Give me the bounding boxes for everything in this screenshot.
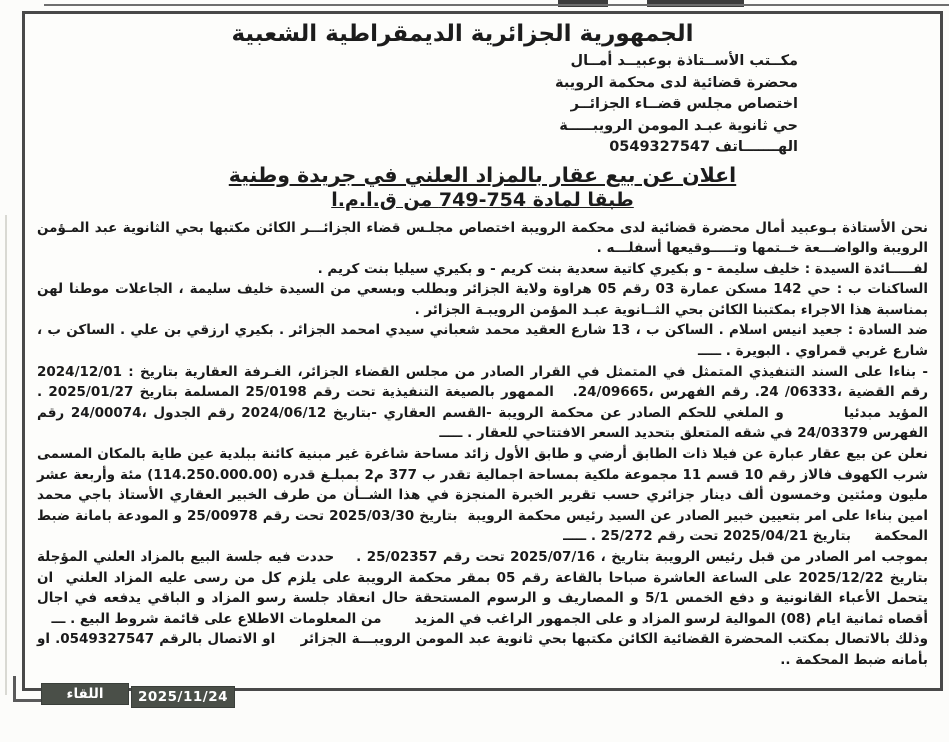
scan-artifact-line-horizontal (13, 699, 43, 702)
paragraph-introduction: نحن الأستاذة بـوعبيد أمال محضرة قضائية لدى محكمة الرويبة اختصاص مجلـس قضاء الجزائـــر الكائن مكتبها بحي الثانوية عبد المـؤمن الرويبة والواضـــعة خــتمها وتـــــوقيعها أسفلـــه . (37, 219, 928, 257)
office-line-phone: الهـــــــاتف 0549327547 (609, 139, 798, 155)
paragraph-auction-session: بموجب امر الصادر من قبل رئيس الرويبة بتاريخ ، 2025/07/16 تحت رقم 25/02357 . حددت فيه جلسة البيع بالمزاد العلني المؤجلة بتاريخ 2025/12/22 على الساعة العاشرة صباحا بالقاعة رقم 05 بمقر محكمة الرويبة على يلزم كل من رسى عليه المزاد العلني ان يتحمل الأعباء القانونية و دفع الخمس 5/1 و المصاريف و الرسوم المستحقة حال انعقاد جلسة رسو المزاد و الباقي يدفعه في اجال أقصاه ثمانية ايام (08) الموالية لرسو المزاد و على الجمهور الراغب في المزيد من المعلومات الاطلاع على قائمة شروط البيع . ـــ (37, 549, 929, 627)
top-rule-line (44, 4, 949, 6)
paragraph-defendants: ضد السادة : جعيد انيس اسلام . الساكن ب ، 13 شارع العقيد محمد شعباني سيدي امحمد الجزائر . بكيري ارزقي بن علي . الساكن ب ، شارع غربي قمراوي . البويرة . ـــــ (37, 322, 928, 360)
publication-date-stamp: 2025/11/24 (132, 687, 234, 707)
paragraph-contact: وذلك بالاتصال بمكتب المحضرة القضائية الكائن مكتبها بحي ثانوية عبد المومن الرويبـــة الجزائر او الاتصال بالرقم 0549327547. او بأمانه ضبط المحكمة .. (37, 631, 928, 668)
auction-announcement-title: اعلان عن بيع عقار بالمزاد العلني في جريدة وطنية (228, 162, 737, 187)
paragraph-beneficiaries: لفـــــائدة السيدة : خليف سليمة - و بكيري كاتية سعدية بنت كريم - و بكيري سيليا بنت كريم . (317, 260, 928, 277)
republic-title: الجمهورية الجزائرية الديمقراطية الشعبية (231, 21, 694, 47)
document-border-frame (22, 11, 943, 691)
auction-announcement-subtitle: طبقا لمادة 754-749 من ق.ا.م.ا (331, 188, 634, 211)
office-line-address: حي ثانوية عبـد المومن الرويبـــــة (559, 117, 798, 134)
office-line-jurisdiction: اختصاص مجلس قضــاء الجزائــر (570, 96, 798, 112)
paragraph-residence: الساكنات ب : حي 142 مسكن عمارة 03 رقم 05 هراوة ولاية الجزائر وبطلب وبسعي من السيدة خليف سليمة ، الجاعلات موطنا لهن بمناسبة هذا الاجراء بمكتبنا الكائن بحي الثــانوية عبـد المؤمن الرويبـة الجزائر . (37, 281, 928, 318)
announcement-body (37, 218, 928, 671)
meeting-label-stamp: اللقاء (42, 684, 128, 704)
office-line-bailiff-role: محضرة قضائية لدى محكمة الرويبة (555, 74, 798, 91)
paragraph-executive-title: - بناءا على السند التنفيذي المتمثل في المتمثل في القرار الصادر من مجلس القضاء الجزائر، الغـرفة العقارية بتاريخ : 2024/12/01 رقم القضية ،06333/ 24. رقم الفهرس ،24/09665. الممهور بالصيغة التنفيذية تحت رقم 25/0198 المسلمة بتاريخ 2025/01/27 . المؤيد مبدئيا و الملغي للحكم الصادر عن محكمة الرويبة -القسم العقاري -بتاريخ 2024/06/12 رقم الجدول ،24/00074 رقم الفهرس 24/03379 في شقه المتعلق بتحديد السعر الافتتاحي للعقار . ـــــ (37, 363, 928, 442)
page-edge-shadow (5, 215, 7, 695)
office-line-office-name: مكــتب الأســتاذة بوعبيــد أمــال (570, 53, 798, 69)
office-info-block (37, 51, 798, 159)
paragraph-property-description: نعلن عن بيع عقار عبارة عن فيلا ذات الطابق أرضي و طابق الأول زائد مساحة شاغرة غير مبنية كائنة ببلدية عين طاية بالمكان المسمى شرب الكهوف فالاز رقم 10 قسم 11 مجموعة ملكية بمساحة اجمالية تقدر ب 377 م2 بمبلـغ قدره (114.250.000.00) مئة وأربعة عشر مليون ومئتين وخمسون ألف دينار جزائري حسب تقرير الخبرة المنجزة في هذا الشــأن من طرف الخبير العقاري الأستاذ باجي محمد امين بناءا على امر بتعيين خبير الصادر عن السيد رئيس محكمة الرويبة بتاريخ 2025/03/30 تحت رقم 25/00978 و المودعة بامانة ضبط المحكمة بتاريخ 2025/04/21 تحت رقم 25/272 . ـــــ (37, 446, 928, 545)
